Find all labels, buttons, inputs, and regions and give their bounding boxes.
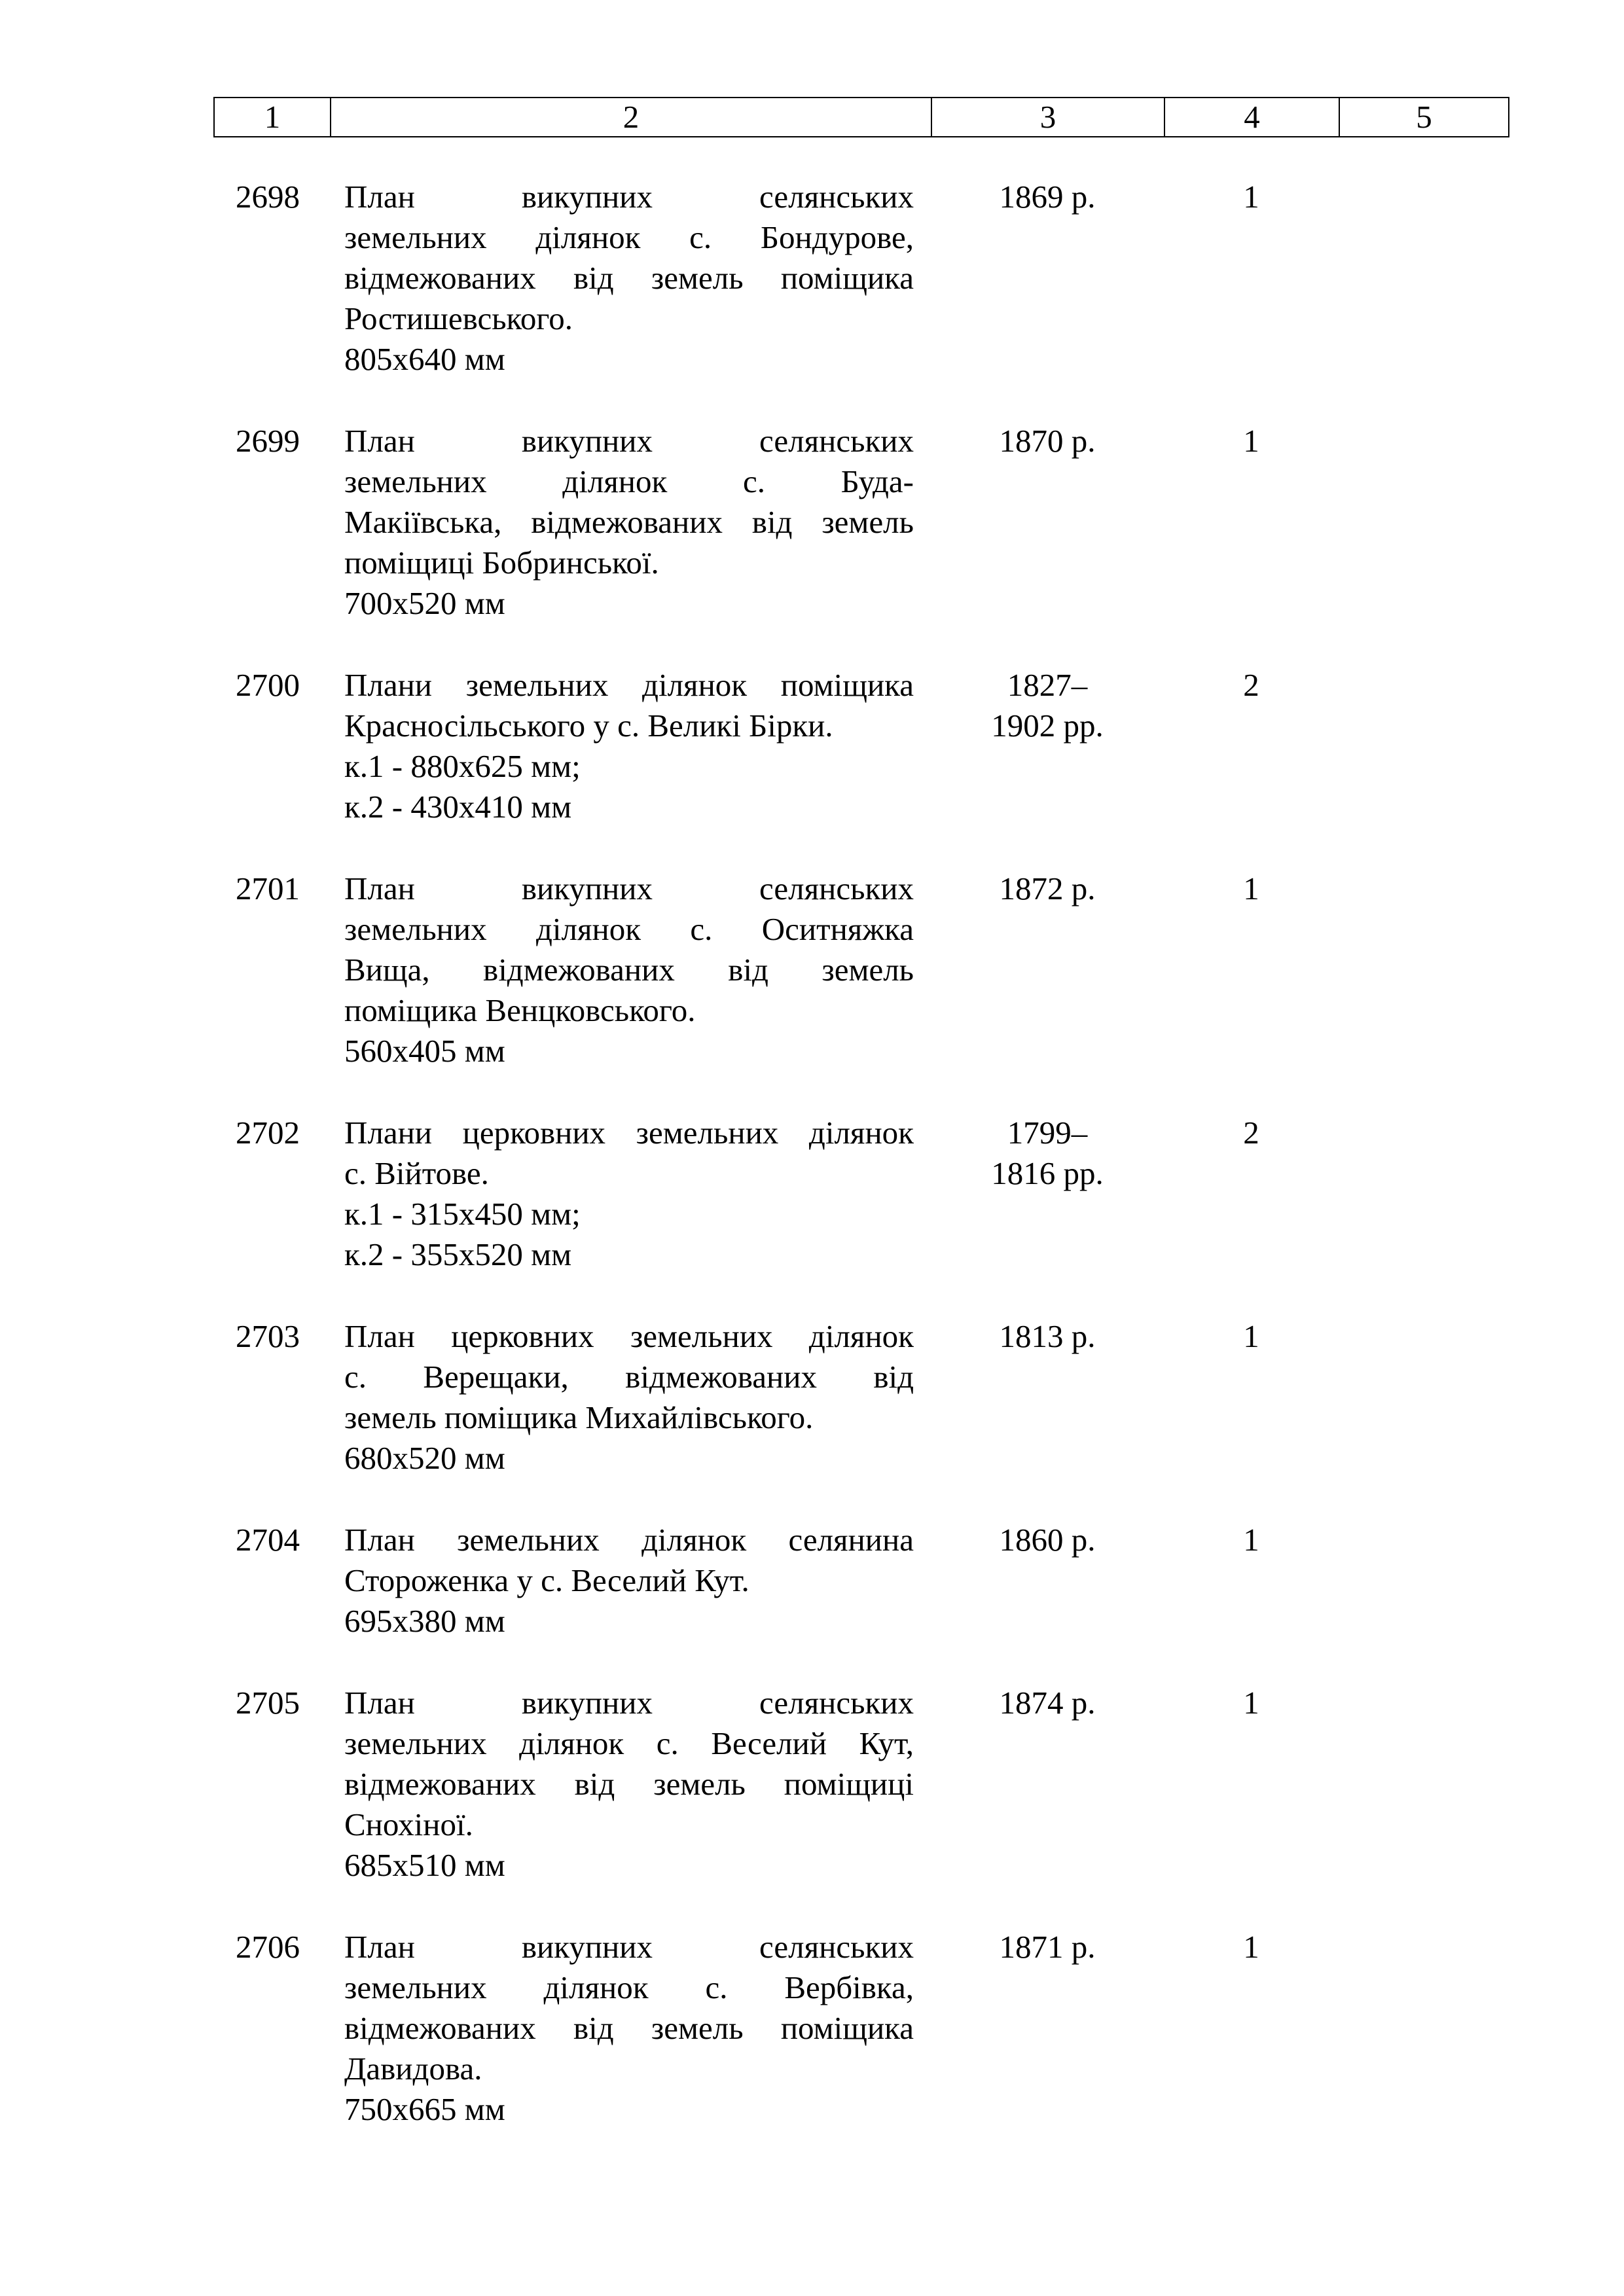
entry-size: к.2 - 355х520 мм xyxy=(344,1236,572,1272)
entry-description xyxy=(344,1683,914,1886)
description-line: поміщика Венцковського. xyxy=(344,992,696,1028)
header-col-1: 1 xyxy=(215,98,331,136)
date-line: 1870 р. xyxy=(999,423,1096,459)
date-line: 1799– xyxy=(1007,1115,1088,1151)
description-line: с. Верещаки, відмежованих від xyxy=(344,1359,914,1395)
header-col-4: 4 xyxy=(1165,98,1340,136)
description-line: План викупних селянських xyxy=(344,423,914,459)
entry-size: 700х520 мм xyxy=(344,585,505,621)
description-line: земельних ділянок с. Оситняжка xyxy=(344,911,914,947)
entry-count: 2 xyxy=(1243,667,1259,703)
entry-size: к.2 - 430х410 мм xyxy=(344,789,572,825)
description-line: с. Війтове. xyxy=(344,1155,489,1191)
description-line: Вища, відмежованих від земель xyxy=(344,952,914,988)
list-item xyxy=(0,1520,1624,1641)
description-line: План церковних земельних ділянок xyxy=(344,1318,914,1354)
list-item xyxy=(0,1316,1624,1479)
description-line: План земельних ділянок селянина xyxy=(344,1522,914,1558)
entry-date xyxy=(931,421,1164,461)
entry-description xyxy=(344,869,914,1071)
entry-number: 2702 xyxy=(236,1115,300,1151)
entry-count: 1 xyxy=(1243,179,1259,215)
description-line: відмежованих від земель поміщика xyxy=(344,260,914,296)
date-line: 1872 р. xyxy=(999,870,1096,906)
entry-number: 2701 xyxy=(236,870,300,906)
description-line: земельних ділянок с. Буда- xyxy=(344,463,914,499)
entry-date xyxy=(931,177,1164,217)
description-line: земельних ділянок с. Веселий Кут, xyxy=(344,1725,914,1761)
description-line: Макіївська, відмежованих від земель xyxy=(344,504,914,540)
entry-size: 680х520 мм xyxy=(344,1440,505,1476)
entry-number: 2699 xyxy=(236,423,300,459)
entry-date xyxy=(931,1113,1164,1194)
entry-date xyxy=(931,1520,1164,1560)
entry-count: 1 xyxy=(1243,423,1259,459)
table-header xyxy=(213,97,1509,137)
entry-number: 2704 xyxy=(236,1522,300,1558)
list-item xyxy=(0,1683,1624,1886)
description-line: План викупних селянських xyxy=(344,870,914,906)
entry-count: 1 xyxy=(1243,1685,1259,1721)
description-line: Ростишевського. xyxy=(344,300,573,336)
entry-size: к.1 - 880х625 мм; xyxy=(344,748,581,784)
entry-count: 1 xyxy=(1243,870,1259,906)
date-line: 1874 р. xyxy=(999,1685,1096,1721)
list-item xyxy=(0,1113,1624,1275)
description-line: Давидова. xyxy=(344,2051,482,2087)
date-line: 1816 рр. xyxy=(991,1155,1104,1191)
description-line: відмежованих від земель поміщика xyxy=(344,2010,914,2046)
description-line: відмежованих від земель поміщиці xyxy=(344,1766,914,1802)
entry-description xyxy=(344,1316,914,1479)
entry-number: 2703 xyxy=(236,1318,300,1354)
entry-size: 750х665 мм xyxy=(344,2091,505,2127)
description-line: Красносільського у с. Великі Бірки. xyxy=(344,708,833,744)
date-line: 1827– xyxy=(1007,667,1088,703)
entry-date xyxy=(931,1927,1164,1967)
entry-number: 2698 xyxy=(236,179,300,215)
entry-size: 560х405 мм xyxy=(344,1033,505,1069)
entry-description xyxy=(344,1927,914,2130)
entry-size: к.1 - 315х450 мм; xyxy=(344,1196,581,1232)
entry-description xyxy=(344,1113,914,1275)
entry-count: 1 xyxy=(1243,1522,1259,1558)
description-line: Плани земельних ділянок поміщика xyxy=(344,667,914,703)
list-item xyxy=(0,665,1624,827)
entry-count: 2 xyxy=(1243,1115,1259,1151)
entry-description xyxy=(344,665,914,827)
date-line: 1860 р. xyxy=(999,1522,1096,1558)
description-line: Снохіної. xyxy=(344,1806,473,1842)
date-line: 1871 р. xyxy=(999,1929,1096,1965)
description-line: поміщиці Бобринської. xyxy=(344,545,659,581)
entry-size: 685х510 мм xyxy=(344,1847,505,1883)
entry-size: 805х640 мм xyxy=(344,341,505,377)
date-line: 1902 рр. xyxy=(991,708,1104,744)
entries-list xyxy=(0,177,1624,2171)
entry-number: 2706 xyxy=(236,1929,300,1965)
entry-count: 1 xyxy=(1243,1318,1259,1354)
date-line: 1869 р. xyxy=(999,179,1096,215)
entry-number: 2705 xyxy=(236,1685,300,1721)
entry-description xyxy=(344,1520,914,1641)
description-line: План викупних селянських xyxy=(344,1929,914,1965)
description-line: План викупних селянських xyxy=(344,1685,914,1721)
description-line: земель поміщика Михайлівського. xyxy=(344,1399,814,1435)
list-item xyxy=(0,1927,1624,2130)
entry-date xyxy=(931,1683,1164,1723)
list-item xyxy=(0,177,1624,380)
entry-date xyxy=(931,665,1164,746)
entry-description xyxy=(344,177,914,380)
description-line: План викупних селянських xyxy=(344,179,914,215)
header-col-2: 2 xyxy=(331,98,932,136)
entry-date xyxy=(931,869,1164,909)
entry-number: 2700 xyxy=(236,667,300,703)
entry-date xyxy=(931,1316,1164,1357)
header-col-3: 3 xyxy=(932,98,1165,136)
description-line: земельних ділянок с. Вербівка, xyxy=(344,1969,914,2005)
header-col-5: 5 xyxy=(1416,99,1432,135)
description-line: Стороженка у с. Веселий Кут. xyxy=(344,1562,749,1598)
list-item xyxy=(0,421,1624,624)
entry-count: 1 xyxy=(1243,1929,1259,1965)
description-line: Плани церковних земельних ділянок xyxy=(344,1115,914,1151)
list-item xyxy=(0,869,1624,1071)
date-line: 1813 р. xyxy=(999,1318,1096,1354)
entry-size: 695х380 мм xyxy=(344,1603,505,1639)
description-line: земельних ділянок с. Бондурове, xyxy=(344,219,914,255)
entry-description xyxy=(344,421,914,624)
